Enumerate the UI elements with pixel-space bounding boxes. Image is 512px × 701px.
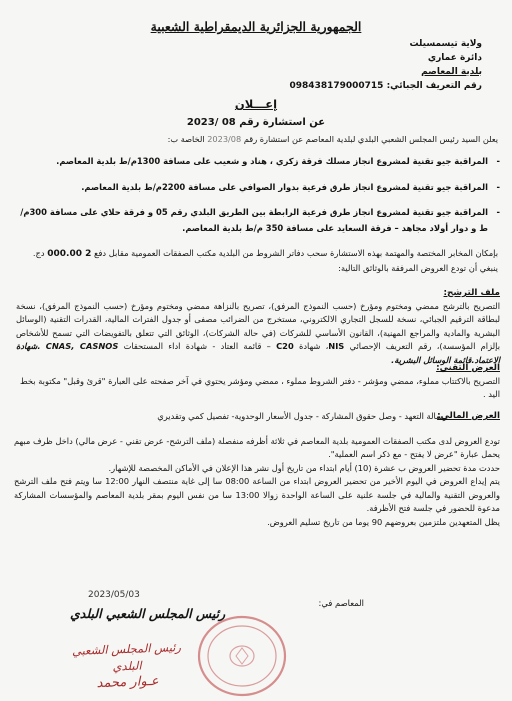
signature-date: 2023/05/03 bbox=[88, 590, 140, 600]
fee-amount: 2 000.00 bbox=[47, 249, 92, 259]
withdrawal-text-after: دج. ينبغي أن تودع العروض المرفقة بالوثائق التالية: bbox=[32, 248, 498, 273]
dossier-text-4: .شهادة الاعتماد.قائمة الوسائل البشرية. bbox=[16, 341, 500, 365]
official-stamp bbox=[196, 614, 288, 698]
daira-line: دائرة عماري bbox=[427, 52, 482, 63]
financial-body: رسالة التعهد - وصل حقوق المشاركة - جدول الأسعار الوحدوية- تفصيل كمي وتقديري bbox=[157, 411, 447, 421]
project-item: - المراقبة جيو تقنية لمشروع انجاز مسلك فرقة زكري ، هناد و شعيب على مسافة 1300م/ط بلدية المعاصم. bbox=[16, 155, 488, 168]
signature-place: المعاصم في: bbox=[318, 598, 364, 608]
deposit-section bbox=[14, 435, 500, 529]
wilaya-line: ولاية تيسمسيلت bbox=[409, 39, 482, 49]
deposit-paragraph: تودع العروض لدى مكتب الصفقات العمومية بلدية المعاصم في ثلاثة أظرفه منفصلة (ملف الترشح- عرض تقني - عرض مالي) داخل ظرف مبهم يحمل عبارة "عرض لا يفتح - مع ذكر اسم العملية". bbox=[14, 436, 500, 460]
commune-line: بلدية المعاصم bbox=[421, 66, 482, 77]
intro-ref: 2023/08 bbox=[207, 134, 242, 144]
handwritten-signature bbox=[61, 639, 193, 692]
dossier-body bbox=[16, 300, 500, 367]
withdrawal-paragraph bbox=[16, 247, 498, 274]
opening-text-b: سا ويتم فتح ملف الترشح والعروض التقنية والمالية في جلسة علنية على الساعة الواحدة زوالا 13:00 سا من نفس اليوم بمقر بلدية المعاصم والمؤسسات المشاركة مدعوة للحضور في جلسة فتح الأظرفة. bbox=[14, 476, 500, 514]
opening-paragraph bbox=[14, 475, 500, 515]
consultation-heading bbox=[0, 115, 512, 130]
dossier-text-1: التصريح بالترشح ممضي ومختوم ومؤرخ (حسب النموذج المرفق)، تصريح بالنزاهة ممضي ومختوم ومؤرخ (حسب النموذج المرفق)، نسخة لبطاقة الترقيم الجبائي، نسخة للسجل التجاري الالكتروني، مستخرج من الضرائب مصفى أو جدول الفترات المالية، القدرات التقنية (الوسائل البشرية والمادية والمراجع المهنية)، القانون الأساسي للشركات (في حالة الشركات)، الوثائق التي تتعلق بالتفويضات التي تسمح للأشخاص بإلزام المؤسسة)، رقم التعريف الإحصائي bbox=[16, 301, 501, 352]
c20-label: C20 bbox=[276, 341, 294, 352]
consultation-label: عن استشارة رقم bbox=[239, 117, 326, 128]
preparation-paragraph: حددت مدة تحضير العروض ب عشرة (10) أيام ابتداء من تاريخ أول نشر هذا الإعلان في الأماكن المخصصة للإشهار. bbox=[108, 462, 500, 473]
signature-title: رئيس المجلس الشعبي البلدي bbox=[70, 606, 226, 621]
intro-text-a: يعلن السيد رئيس المجلس الشعبي البلدي لبلدية المعاصم عن استشارة رقم bbox=[243, 134, 498, 144]
validity-paragraph: يظل المتعهدين ملتزمين بعروضهم 90 يوما من تاريخ تسليم العروض. bbox=[267, 516, 500, 527]
intro-text-b: الخاصة ب: bbox=[167, 134, 205, 144]
dossier-text-2: ، شهادة bbox=[299, 341, 329, 352]
dossier-text-3: – قائمة العتاد - شهادة اداء المستحقات bbox=[123, 341, 271, 352]
handwritten-title: رئيس المجلس الشعبي البلدي bbox=[71, 640, 182, 674]
technical-heading: العرض التقني: bbox=[436, 363, 500, 373]
cnas-casnos-label: CNAS, CASNOS bbox=[45, 341, 119, 352]
handwritten-name: عـوار محمد bbox=[96, 674, 159, 692]
nis-label: NIS bbox=[328, 341, 345, 352]
financial-heading: العرض المالي: bbox=[437, 411, 500, 421]
announcement-title: إعـــلان bbox=[234, 97, 278, 111]
intro-line bbox=[20, 133, 498, 145]
opening-time: 12:00 bbox=[105, 476, 130, 487]
consultation-ref: 2023/ 08 bbox=[186, 117, 236, 128]
technical-body: التصريح بالاكتتاب مملوء، ممضي ومؤشر - دفتر الشروط مملوء ، ممضي ومؤشر يحتوي في آخر صفحته على العبارة "قرئ وقبل" مكتوبة بخط اليد . bbox=[20, 376, 500, 400]
withdrawal-text: بإمكان المخابر المختصة والمهتمة بهذه الاستشارة سحب دفاتر الشروط من البلدية مكتب الصفقات العمومية مقابل دفع bbox=[94, 248, 498, 258]
tax-id-line: رقم التعريف الجبائي: 098438179000715 bbox=[289, 80, 482, 91]
dossier-heading: ملف الترشح: bbox=[443, 288, 500, 298]
project-item: - المراقبة جيو تقنية لمشروع انجاز طرق فرعية بدوار الصوافي على مسافة 2200م/ط بلدية المعاصم. bbox=[16, 181, 488, 194]
admin-header bbox=[290, 38, 482, 94]
project-item: - المراقبة جيو تقنية لمشروع انجاز طرق فرعية الرابطة بين الطريق البلدي رقم 05 و فرقة حلاي على مسافة 300م/ط و دوار أولاد مجاهد – فرقة السعايد على مسافة 350 م/ط بلدية المعاصم. bbox=[16, 205, 488, 236]
opening-text-a: يتم إيداع العروض في اليوم الأخير من تحضير العروض ابتداء من الساعة 08:00 سا إلى غاية منتصف النهار bbox=[132, 476, 500, 487]
republic-title: الجمهورية الجزائرية الديمقراطية الشعبية bbox=[150, 19, 362, 34]
